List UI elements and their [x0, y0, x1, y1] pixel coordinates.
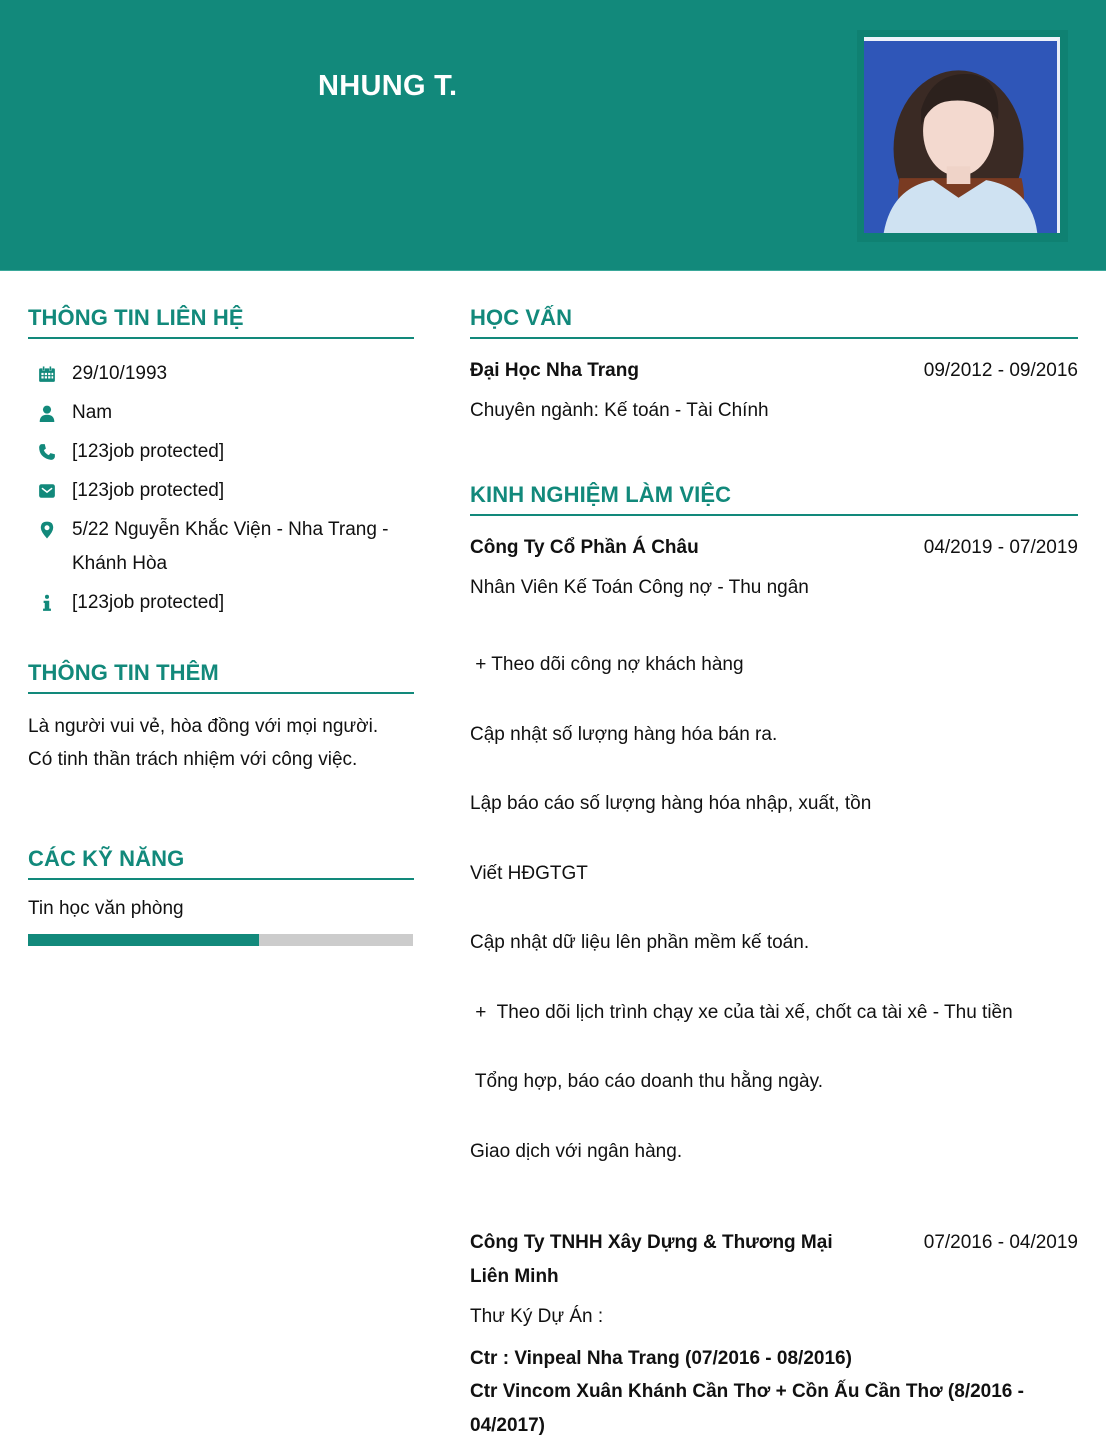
- experience-entry: [470, 531, 1078, 1205]
- job-position: Nhân Viên Kế Toán Công nợ - Thu ngân: [470, 571, 1078, 605]
- address-text: 5/22 Nguyễn Khắc Viện - Nha Trang - Khánh Hòa: [72, 513, 414, 581]
- job-position: Thư Ký Dự Án :: [470, 1300, 1078, 1334]
- portrait-image: [864, 41, 1057, 233]
- skills-section-title: CÁC KỸ NĂNG: [28, 846, 414, 880]
- contact-phone: [28, 435, 414, 469]
- skills-section: [28, 846, 414, 946]
- education-section: [470, 305, 1078, 428]
- experience-section: [470, 482, 1078, 1442]
- experience-section-title: KINH NGHIỆM LÀM VIỆC: [470, 482, 1078, 516]
- birthdate-text: 29/10/1993: [72, 357, 414, 391]
- school-name: Đại Học Nha Trang: [470, 354, 639, 388]
- education-period: 09/2012 - 09/2016: [924, 354, 1078, 388]
- contact-birthdate: [28, 357, 414, 391]
- left-column: [28, 305, 414, 946]
- project-line: Ctr Vincom Xuân Khánh Cần Thơ + Cồn Ấu Cần Thơ (8/2016 - 04/2017): [470, 1375, 1060, 1442]
- other-contact-text: [123job protected]: [72, 586, 414, 620]
- right-column: [470, 305, 1078, 1442]
- project-line: Ctr : Vinpeal Nha Trang (07/2016 - 08/2016): [470, 1342, 1078, 1376]
- experience-period: 07/2016 - 04/2019: [924, 1226, 1078, 1260]
- profile-photo: [864, 37, 1060, 233]
- contact-email: [28, 474, 414, 508]
- experience-entry: [470, 1226, 1078, 1442]
- skill-name: Tin học văn phòng: [28, 894, 414, 924]
- calendar-icon: [28, 357, 72, 383]
- experience-period: 04/2019 - 07/2019: [924, 531, 1078, 565]
- company-name: Công Ty Cổ Phần Á Châu: [470, 531, 699, 565]
- user-icon: [28, 396, 72, 422]
- education-entry-header: [470, 354, 1078, 388]
- candidate-name: NHUNG T.: [318, 70, 457, 103]
- education-section-title: HỌC VẤN: [470, 305, 1078, 339]
- contact-address: [28, 513, 414, 581]
- job-duty: Cập nhật số lượng hàng hóa bán ra.: [470, 718, 1078, 752]
- phone-icon: [28, 435, 72, 461]
- cv-header: [0, 0, 1106, 271]
- envelope-icon: [28, 474, 72, 500]
- company-name: Công Ty TNHH Xây Dựng & Thương Mại Liên Minh: [470, 1226, 870, 1294]
- job-duty: Lập báo cáo số lượng hàng hóa nhập, xuất, tồn: [470, 787, 1078, 821]
- additional-info-section: [28, 660, 414, 776]
- contact-other: [28, 586, 414, 620]
- job-duty: + Theo dõi lịch trình chạy xe của tài xế, chốt ca tài xê - Thu tiền: [470, 996, 1078, 1030]
- contact-list: [28, 357, 414, 620]
- map-marker-icon: [28, 513, 72, 539]
- additional-info-line: Là người vui vẻ, hòa đồng với mọi người.: [28, 710, 414, 743]
- additional-info-title: THÔNG TIN THÊM: [28, 660, 414, 694]
- job-duty: Tổng hợp, báo cáo doanh thu hằng ngày.: [470, 1065, 1078, 1099]
- photo-frame: [857, 30, 1068, 242]
- email-text: [123job protected]: [72, 474, 414, 508]
- skill-level-fill: [28, 934, 259, 946]
- additional-info-line: Có tinh thần trách nhiệm với công việc.: [28, 743, 414, 776]
- experience-entry-header: [470, 1226, 1078, 1294]
- skill-level-bar: [28, 934, 413, 946]
- job-duty: + Theo dõi công nợ khách hàng: [470, 648, 1078, 682]
- job-duty: Giao dịch với ngân hàng.: [470, 1135, 1078, 1169]
- contact-gender: [28, 396, 414, 430]
- contact-section: [28, 305, 414, 620]
- job-duty: Cập nhật dữ liệu lên phần mềm kế toán.: [470, 926, 1078, 960]
- contact-section-title: THÔNG TIN LIÊN HỆ: [28, 305, 414, 339]
- phone-text: [123job protected]: [72, 435, 414, 469]
- info-icon: [28, 586, 72, 612]
- job-duty: Viết HĐGTGT: [470, 857, 1078, 891]
- gender-text: Nam: [72, 396, 414, 430]
- education-major: Chuyên ngành: Kế toán - Tài Chính: [470, 394, 1078, 428]
- experience-entry-header: [470, 531, 1078, 565]
